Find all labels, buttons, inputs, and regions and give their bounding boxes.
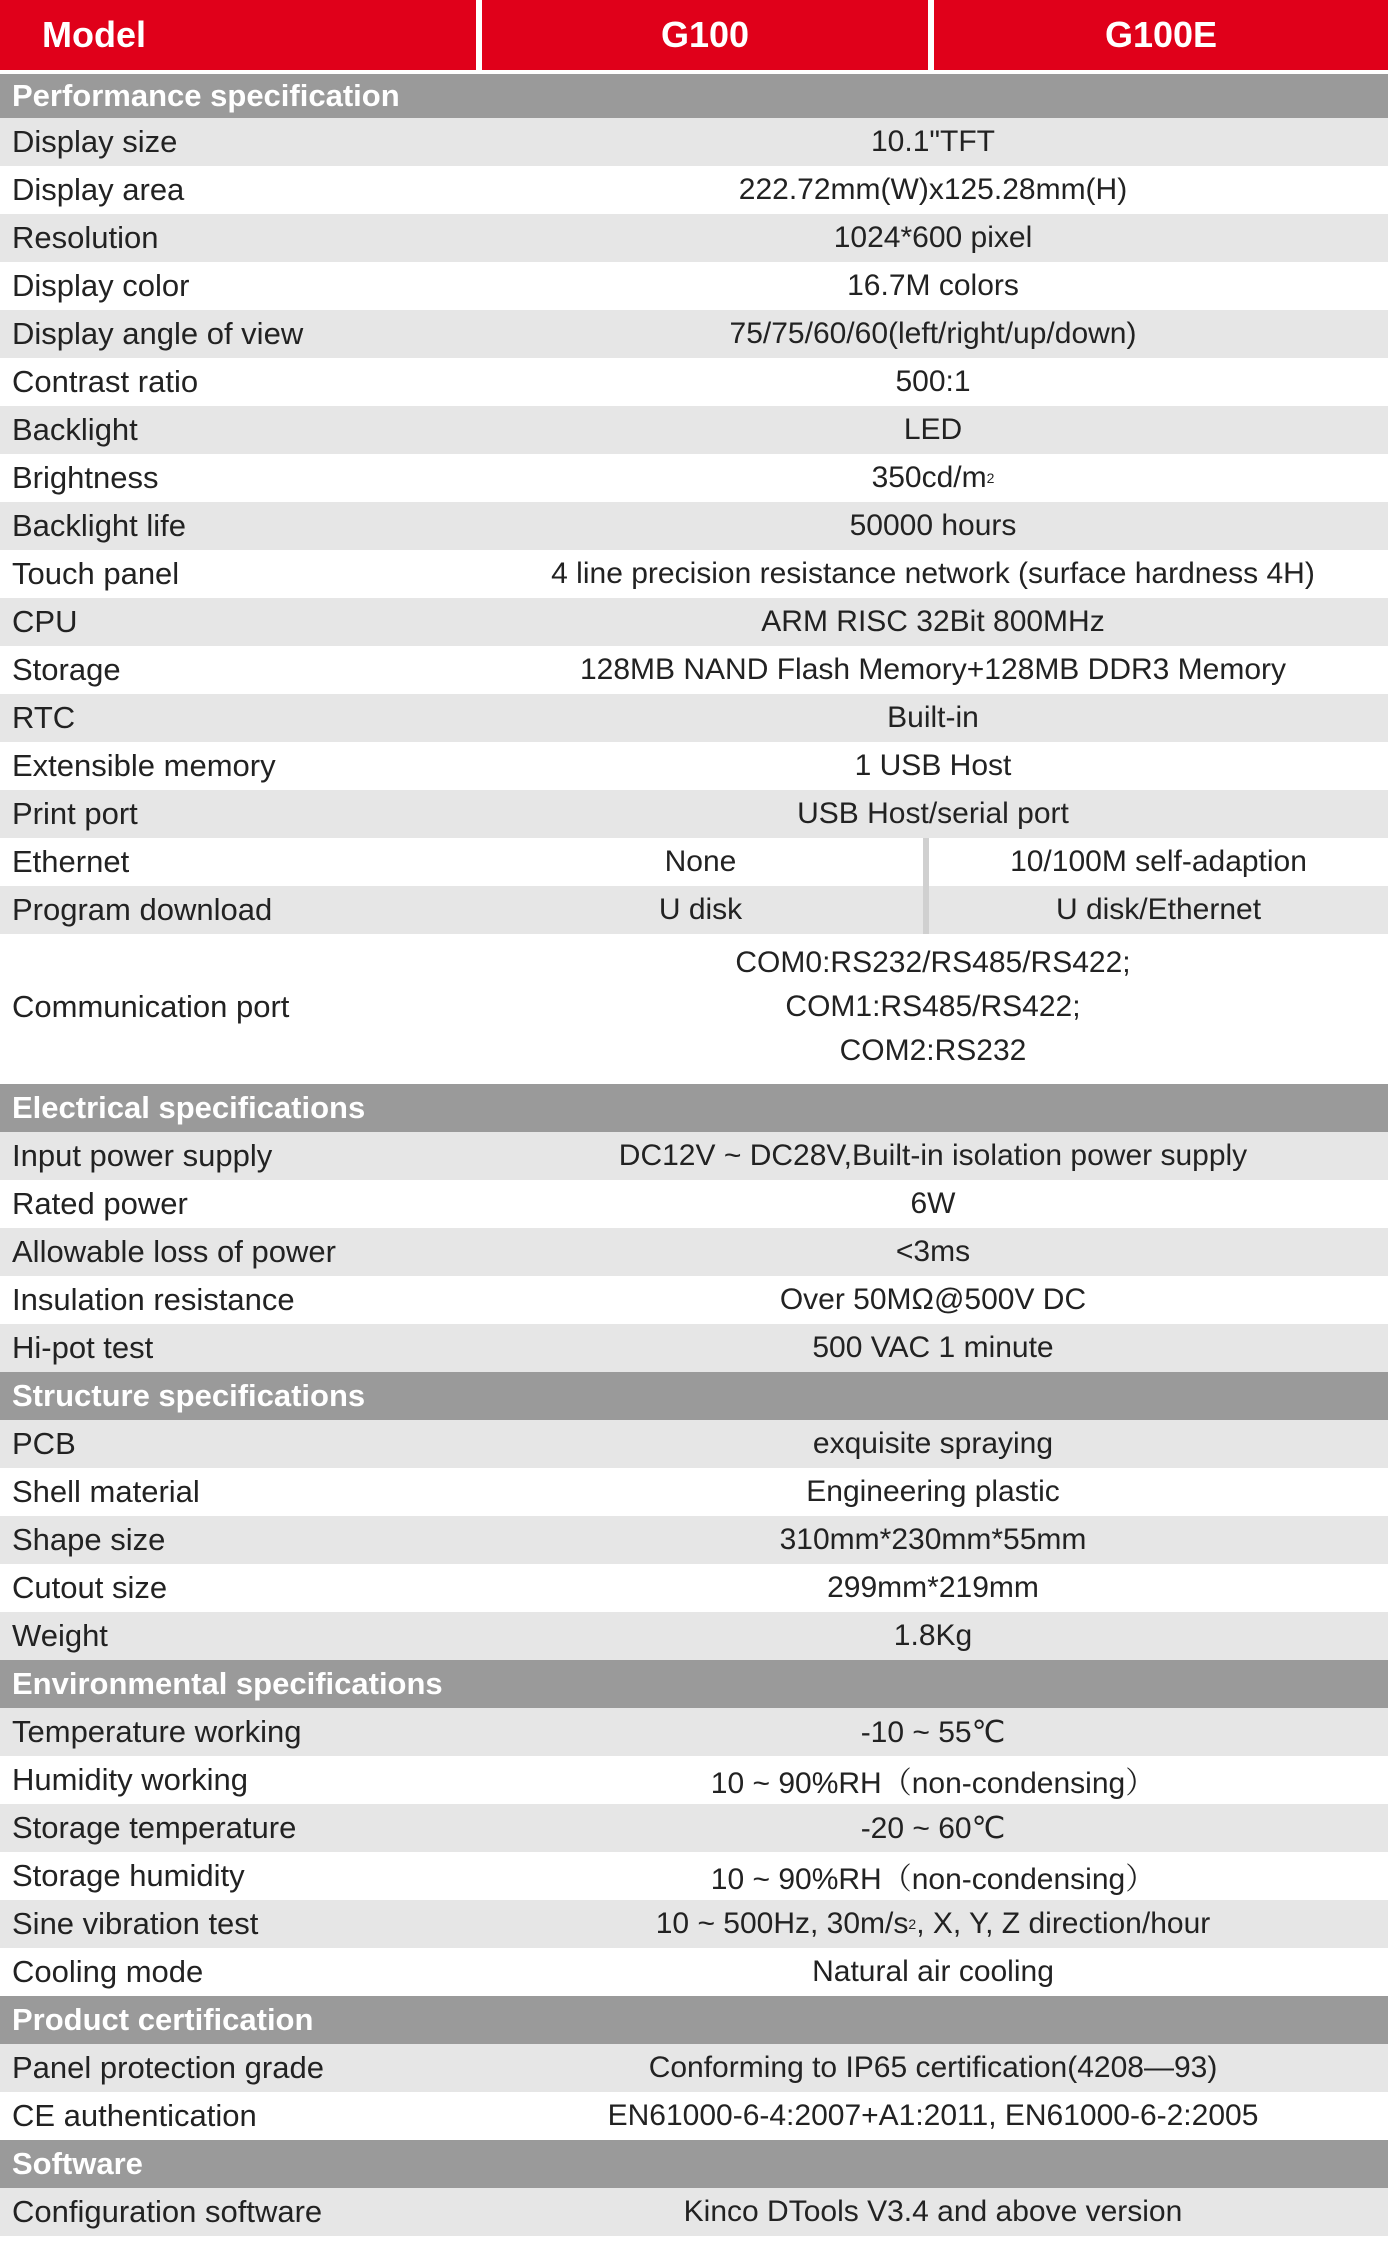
row-value: 299mm*219mm (827, 1571, 1039, 1604)
row-value: 1024*600 pixel (478, 214, 1388, 262)
row-label: Display angle of view (0, 310, 478, 358)
comm-line: COM0:RS232/RS485/RS422; (735, 946, 1131, 979)
table-row (0, 1564, 1388, 1612)
table-row (0, 1708, 1388, 1756)
comm-line: COM2:RS232 (839, 1034, 1027, 1067)
row-value: 1 USB Host (854, 749, 1012, 782)
row-label: Configuration software (0, 2188, 478, 2236)
row-label: Rated power (12, 1186, 188, 1221)
table-row (0, 934, 1388, 1080)
row-label: Shell material (12, 1474, 200, 1509)
table-row (0, 310, 1388, 358)
row-label: Backlight life (0, 502, 478, 550)
g100-value: U disk (478, 886, 929, 934)
table-row (0, 1756, 1388, 1804)
g100-value: None (478, 838, 929, 886)
section-electrical: Electrical specifications (0, 1084, 1388, 1132)
row-value: 1.8Kg (478, 1612, 1388, 1660)
row-value (478, 1900, 1388, 1948)
row-label: Print port (0, 790, 478, 838)
table-row (0, 166, 1388, 214)
table-row (0, 1276, 1388, 1324)
table-row (0, 1228, 1388, 1276)
row-label: Display color (12, 268, 190, 303)
row-value: Kinco DTools V3.4 and above version (478, 2188, 1388, 2236)
row-label: Humidity working (12, 1762, 249, 1797)
row-value: Engineering plastic (806, 1475, 1060, 1508)
row-value: -10 ~ 55℃ (478, 1708, 1388, 1756)
row-value (478, 454, 1388, 502)
row-value: LED (478, 406, 1388, 454)
row-label: Sine vibration test (0, 1900, 478, 1948)
table-row (0, 358, 1388, 406)
row-value: 222.72mm(W)x125.28mm(H) (738, 173, 1128, 206)
row-label: Touch panel (12, 556, 180, 591)
table-row (0, 1324, 1388, 1372)
section-performance: Performance specification (0, 74, 1388, 118)
row-label: Storage humidity (12, 1858, 245, 1893)
row-label: Brightness (12, 460, 159, 495)
section-environmental: Environmental specifications (0, 1660, 1388, 1708)
table-row (0, 1468, 1388, 1516)
row-label: Communication port (12, 989, 290, 1024)
table-row (0, 838, 1388, 886)
row-value: DC12V ~ DC28V,Built-in isolation power supply (478, 1132, 1388, 1180)
row-label: Backlight (0, 406, 478, 454)
row-label: Panel protection grade (0, 2044, 478, 2092)
table-row (0, 598, 1388, 646)
row-value: 50000 hours (478, 502, 1388, 550)
table-row (0, 1900, 1388, 1948)
row-value (478, 934, 1388, 1080)
row-value: ARM RISC 32Bit 800MHz (478, 598, 1388, 646)
table-row (0, 1180, 1388, 1228)
row-value: <3ms (478, 1228, 1388, 1276)
row-label: Storage (12, 652, 121, 687)
row-label: Shape size (0, 1516, 478, 1564)
row-label: RTC (0, 694, 478, 742)
table-row (0, 1420, 1388, 1468)
row-label: Program download (0, 886, 478, 934)
table-header (0, 0, 1388, 74)
row-value: 10 ~ 90%RH（non-condensing） (710, 1767, 1156, 1800)
table-row (0, 694, 1388, 742)
row-value: -20 ~ 60℃ (478, 1804, 1388, 1852)
g100e-value: U disk/Ethernet (929, 886, 1388, 934)
model-header: Model (0, 0, 476, 70)
row-value: 6W (910, 1187, 956, 1220)
row-label: Contrast ratio (12, 364, 199, 399)
row-value: USB Host/serial port (478, 790, 1388, 838)
table-row (0, 406, 1388, 454)
table-row (0, 1612, 1388, 1660)
table-row (0, 1948, 1388, 1996)
row-label: Insulation resistance (12, 1282, 295, 1317)
row-label: Allowable loss of power (0, 1228, 478, 1276)
row-value: 500:1 (895, 365, 971, 398)
row-label: CE authentication (12, 2098, 257, 2133)
table-row (0, 262, 1388, 310)
brightness-value: 350cd/m (871, 461, 987, 494)
table-row (0, 550, 1388, 598)
g100e-value: 10/100M self-adaption (1010, 845, 1307, 878)
section-software: Software (0, 2140, 1388, 2188)
row-label: Display size (0, 118, 478, 166)
row-value: Natural air cooling (812, 1955, 1054, 1988)
row-label: Cutout size (12, 1570, 168, 1605)
row-value: Over 50MΩ@500V DC (779, 1283, 1087, 1316)
row-label: Storage temperature (0, 1804, 478, 1852)
row-value: 500 VAC 1 minute (478, 1324, 1388, 1372)
row-value: 10 ~ 90%RH（non-condensing） (710, 1863, 1156, 1896)
table-row (0, 2092, 1388, 2140)
row-label: PCB (0, 1420, 478, 1468)
row-label: Input power supply (0, 1132, 478, 1180)
table-row (0, 502, 1388, 550)
row-value: 128MB NAND Flash Memory+128MB DDR3 Memory (579, 653, 1287, 686)
table-row (0, 454, 1388, 502)
vibration-value-a: 10 ~ 500Hz, 30m/s (655, 1907, 909, 1940)
row-value: Conforming to IP65 certification(4208—93) (478, 2044, 1388, 2092)
row-label: Ethernet (12, 844, 130, 879)
section-structure: Structure specifications (0, 1372, 1388, 1420)
row-label: Temperature working (0, 1708, 478, 1756)
superscript: 2 (908, 1916, 917, 1932)
table-row (0, 214, 1388, 262)
table-row (0, 1804, 1388, 1852)
table-row (0, 2188, 1388, 2236)
table-row (0, 1516, 1388, 1564)
section-certification: Product certification (0, 1996, 1388, 2044)
row-label: Cooling mode (12, 1954, 204, 1989)
g100e-header: G100E (934, 0, 1388, 70)
row-label: CPU (0, 598, 478, 646)
row-value: Built-in (478, 694, 1388, 742)
row-value: 16.7M colors (847, 269, 1019, 302)
comm-line: COM1:RS485/RS422; (785, 990, 1081, 1023)
row-value: 10.1"TFT (478, 118, 1388, 166)
vibration-value-b: , X, Y, Z direction/hour (916, 1907, 1211, 1940)
row-label: Display area (12, 172, 185, 207)
row-value: EN61000-6-4:2007+A1:2011, EN61000-6-2:2005 (607, 2099, 1259, 2132)
g100-header: G100 (482, 0, 928, 70)
row-value: exquisite spraying (478, 1420, 1388, 1468)
table-row (0, 1852, 1388, 1900)
row-value: 75/75/60/60(left/right/up/down) (478, 310, 1388, 358)
row-label: Hi-pot test (0, 1324, 478, 1372)
superscript: 2 (986, 470, 995, 486)
table-row (0, 886, 1388, 934)
row-value: 4 line precision resistance network (surface hardness 4H) (551, 557, 1315, 590)
table-row (0, 742, 1388, 790)
table-row (0, 790, 1388, 838)
row-label: Resolution (0, 214, 478, 262)
table-row (0, 646, 1388, 694)
row-label: Extensible memory (12, 748, 276, 783)
row-value: 310mm*230mm*55mm (478, 1516, 1388, 1564)
table-row (0, 2044, 1388, 2092)
table-row (0, 1132, 1388, 1180)
row-label: Weight (0, 1612, 478, 1660)
table-row (0, 118, 1388, 166)
